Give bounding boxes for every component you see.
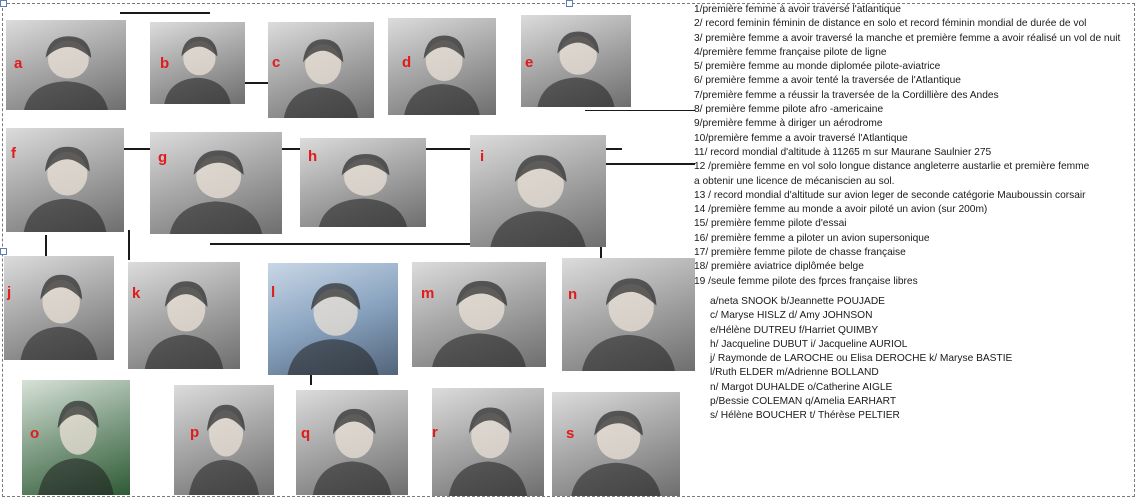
photo-f[interactable]: [6, 128, 124, 232]
record-line: 19 /seule femme pilote des fprces française libres: [694, 275, 918, 287]
photo-c[interactable]: [268, 22, 374, 118]
photo-s[interactable]: [552, 392, 680, 496]
photo-letter-label: m: [421, 285, 435, 302]
photo-d[interactable]: [388, 18, 496, 115]
photo-r[interactable]: [432, 388, 544, 496]
name-line: j/ Raymonde de LAROCHE ou Elisa DEROCHE k/ Maryse BASTIE: [710, 353, 1013, 365]
name-line: a/neta SNOOK b/Jeannette POUJADE: [710, 295, 885, 307]
portrait-photo-icon: [174, 385, 274, 495]
record-line: 4/première femme française pilote de ligne: [694, 46, 887, 58]
photo-letter-label: a: [14, 55, 23, 72]
photo-letter-label: n: [568, 286, 578, 303]
record-line: 11/ record mondial d'altitude à 11265 m sur Maurane Saulnier 275: [694, 146, 992, 158]
portrait-photo-icon: [268, 263, 398, 375]
photo-g[interactable]: [150, 132, 282, 234]
photo-j[interactable]: [4, 256, 114, 360]
photo-m[interactable]: [412, 262, 546, 367]
photo-b[interactable]: [150, 22, 245, 104]
photo-p[interactable]: [174, 385, 274, 495]
photo-q[interactable]: [296, 390, 408, 495]
record-line: 12 /première femme en vol solo longue distance angleterre austarlie et première femme: [694, 161, 1090, 173]
record-line: 9/première femme à diriger un aérodrome: [694, 118, 883, 130]
connector-line: [585, 110, 695, 111]
connector-line: [245, 82, 269, 84]
photo-letter-label: c: [272, 54, 281, 71]
record-line: 7/première femme a réussir la traversée de la Cordillière des Andes: [694, 89, 999, 101]
record-line: 17/ première femme pilote de chasse française: [694, 247, 906, 259]
name-line: s/ Hélène BOUCHER t/ Thérèse PELTIER: [710, 410, 900, 422]
photo-letter-label: l: [271, 284, 276, 301]
photo-letter-label: h: [308, 148, 318, 165]
record-line: 15/ première femme pilote d'essai: [694, 218, 847, 230]
record-line: 6/ première femme a avoir tenté la traversée de l'Atlantique: [694, 75, 961, 87]
portrait-photo-icon: [521, 15, 631, 107]
photo-a[interactable]: [6, 20, 126, 110]
connector-line: [128, 230, 130, 260]
record-line: a obtenir une licence de mécaniscien au sol.: [694, 175, 895, 187]
portrait-photo-icon: [4, 256, 114, 360]
photo-letter-label: k: [132, 285, 141, 302]
photo-letter-label: q: [301, 425, 311, 442]
record-line: 14 /première femme au monde a avoir piloté un avion (sur 200m): [694, 204, 988, 216]
record-line: 16/ première femme a piloter un avion supersonique: [694, 232, 930, 244]
portrait-photo-icon: [300, 138, 426, 227]
connector-line: [605, 163, 695, 165]
records-list: [694, 3, 1137, 289]
name-line: l/Ruth ELDER m/Adrienne BOLLAND: [710, 367, 879, 379]
photo-letter-label: b: [160, 55, 170, 72]
photo-letter-label: o: [30, 425, 40, 442]
photo-letter-label: i: [480, 148, 485, 165]
portrait-photo-icon: [268, 22, 374, 118]
portrait-photo-icon: [412, 262, 546, 367]
selection-handle-left-middle[interactable]: [0, 248, 7, 255]
portrait-photo-icon: [432, 388, 544, 496]
photo-letter-label: d: [402, 54, 412, 71]
name-line: n/ Margot DUHALDE o/Catherine AIGLE: [710, 381, 893, 393]
portrait-photo-icon: [6, 20, 126, 110]
photo-letter-label: g: [158, 149, 168, 166]
record-line: 8/ première femme pilote afro -americaine: [694, 104, 884, 116]
selection-handle-top-center[interactable]: [566, 0, 573, 7]
name-line: p/Bessie COLEMAN q/Amelia EARHART: [710, 396, 897, 408]
names-list: [694, 295, 1137, 424]
photo-k[interactable]: [128, 262, 240, 369]
connector-line: [45, 235, 47, 257]
photo-e[interactable]: [521, 15, 631, 107]
selection-handle-top-left[interactable]: [0, 0, 7, 7]
photo-n[interactable]: [562, 258, 695, 371]
record-line: 2/ record feminin féminin de distance en solo et record féminin mondial de durée de vol: [694, 18, 1087, 30]
portrait-photo-icon: [552, 392, 680, 496]
photo-h[interactable]: [300, 138, 426, 227]
photo-letter-label: f: [11, 145, 16, 162]
photo-letter-label: p: [190, 424, 200, 441]
record-line: 3/ première femme a avoir traversé la manche et première femme a avoir réalisé un vol de nuit: [694, 32, 1121, 44]
record-line: 5/ première femme au monde diplomée pilote-aviatrice: [694, 61, 941, 73]
record-line: 13 / record mondial d'altitude sur avion leger de seconde catégorie Mauboussin corsair: [694, 189, 1086, 201]
portrait-photo-icon: [150, 132, 282, 234]
connector-line: [120, 12, 210, 14]
photo-letter-label: r: [432, 424, 438, 441]
info-panel: [694, 3, 1137, 473]
photo-i[interactable]: [470, 135, 606, 247]
portrait-photo-icon: [562, 258, 695, 371]
name-line: e/Hélène DUTREU f/Harriet QUIMBY: [710, 324, 879, 336]
record-line: 1/première femme à avoir traversé l'atlantique: [694, 4, 901, 15]
portrait-photo-icon: [296, 390, 408, 495]
portrait-photo-icon: [470, 135, 606, 247]
photo-l[interactable]: [268, 263, 398, 375]
photo-o[interactable]: [22, 380, 130, 495]
name-line: h/ Jacqueline DUBUT i/ Jacqueline AURIOL: [710, 338, 908, 350]
portrait-photo-icon: [128, 262, 240, 369]
photo-letter-label: j: [7, 284, 12, 301]
record-line: 18/ première aviatrice diplômée belge: [694, 261, 864, 273]
name-line: c/ Maryse HISLZ d/ Amy JOHNSON: [710, 310, 873, 322]
portrait-photo-icon: [6, 128, 124, 232]
record-line: 10/première femme a avoir traversé l'Atlantique: [694, 132, 908, 144]
photo-letter-label: s: [566, 425, 575, 442]
photo-letter-label: e: [525, 54, 534, 71]
